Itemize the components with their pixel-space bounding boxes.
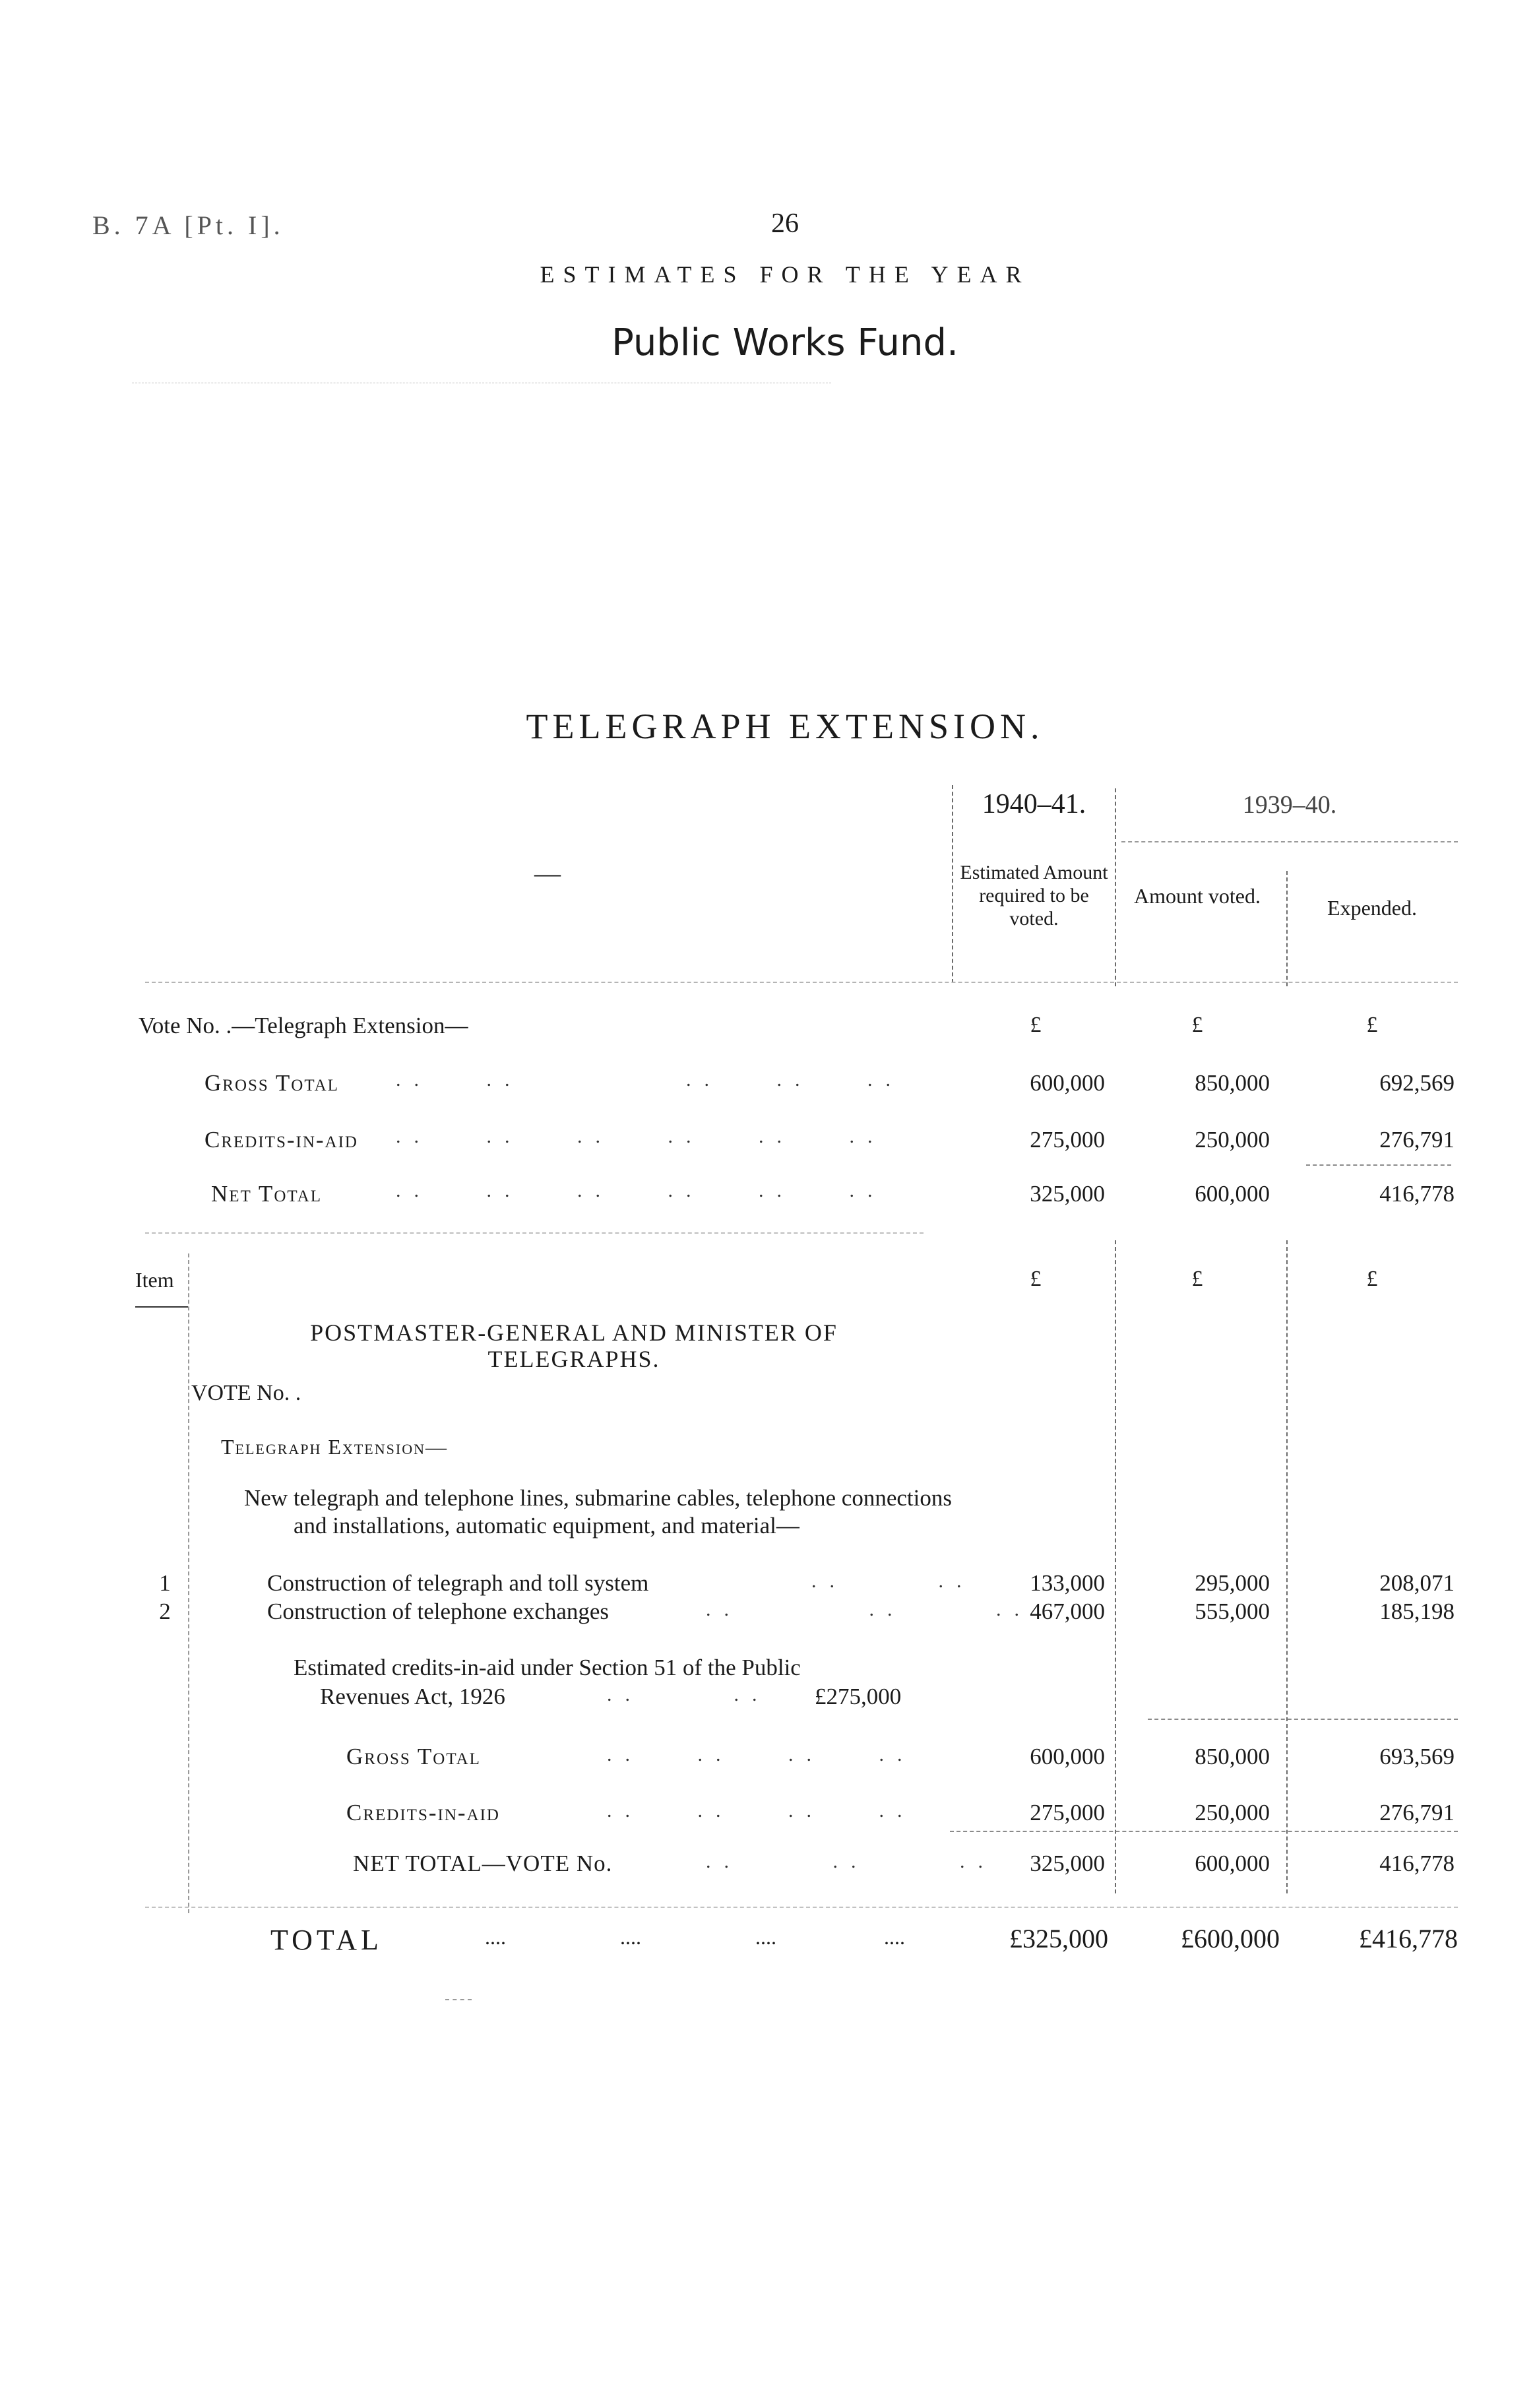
item-label: Construction of telephone exchanges <box>267 1599 610 1624</box>
detail-total-exp: 416,778 <box>1379 1851 1455 1876</box>
estimates-heading: ESTIMATES FOR THE YEAR <box>540 261 1030 288</box>
particulars-dash: — <box>534 858 561 888</box>
leader-dots: .... <box>485 1925 506 1949</box>
summary-est: 325,000 <box>1030 1181 1105 1207</box>
detail-divider-2 <box>1286 1240 1288 1893</box>
detail-total-est: 325,000 <box>1030 1851 1105 1876</box>
leader-dots: .. .. .. .. <box>607 1744 916 1765</box>
grand-total-exp: £416,778 <box>1359 1924 1458 1953</box>
detail-net-rule <box>950 1831 1458 1832</box>
summary-exp: 276,791 <box>1379 1127 1455 1153</box>
item-voted: 555,000 <box>1195 1599 1270 1624</box>
summary-voted: 600,000 <box>1195 1181 1270 1207</box>
department-heading: POSTMASTER-GENERAL AND MINISTER OF TELEGRAPHS. <box>310 1319 838 1372</box>
item-number: 2 <box>159 1599 171 1624</box>
detail-total-exp: 276,791 <box>1379 1800 1455 1825</box>
summary-voted: 250,000 <box>1195 1127 1270 1153</box>
document-reference: B. 7A [Pt. I]. <box>92 210 284 240</box>
item-underline <box>135 1306 188 1308</box>
leader-dots: .. .. .. .. .. .. <box>396 1125 886 1147</box>
summary-rule <box>1306 1164 1451 1166</box>
detail-total-voted: 250,000 <box>1195 1800 1270 1825</box>
year-1940-41: 1940–41. <box>982 789 1086 819</box>
leader-dots: .. .. .. <box>706 1851 996 1872</box>
summary-label: Credits-in-aid <box>204 1127 358 1153</box>
leader-dots: .... <box>620 1925 641 1949</box>
leader-dots: .. .. .. .. .. .. <box>396 1180 886 1201</box>
year-rule <box>1121 841 1458 842</box>
summary-est: 275,000 <box>1030 1127 1105 1153</box>
fund-title: Public Works Fund. <box>611 321 958 364</box>
item-number: 1 <box>159 1570 171 1596</box>
detail-total-exp: 693,569 <box>1379 1744 1455 1769</box>
detail-divider-left <box>188 1253 189 1913</box>
summary-voted: 850,000 <box>1195 1070 1270 1096</box>
summary-exp: 692,569 <box>1379 1070 1455 1096</box>
item-est: 467,000 <box>1030 1599 1105 1624</box>
leader-dots: .. .. <box>811 1570 975 1592</box>
summary-currency-exp: £ <box>1366 1013 1378 1037</box>
grand-total-label: TOTAL <box>270 1924 383 1956</box>
summary-est: 600,000 <box>1030 1070 1105 1096</box>
detail-currency-exp: £ <box>1366 1267 1378 1291</box>
grand-total-top-rule <box>145 1907 1458 1908</box>
item-voted: 295,000 <box>1195 1570 1270 1596</box>
intro-paragraph: New telegraph and telephone lines, submarine cables, telephone connections and installations, automatic equipment, and material— <box>244 1485 952 1538</box>
detail-total-voted: 600,000 <box>1195 1851 1270 1876</box>
vote-number: VOTE No. . <box>191 1381 301 1405</box>
summary-label: Net Total <box>211 1181 322 1207</box>
summary-label: Gross Total <box>204 1070 339 1096</box>
expended-header: Expended. <box>1327 896 1417 920</box>
grand-total-voted: £600,000 <box>1181 1924 1280 1953</box>
detail-sub-rule <box>1148 1719 1458 1720</box>
summary-currency-est: £ <box>1030 1013 1042 1037</box>
col-divider-1 <box>952 785 953 983</box>
leader-dots: .. .. <box>607 1684 770 1705</box>
detail-total-label: Gross Total <box>346 1744 481 1769</box>
leader-dots: .. .. .. .. <box>607 1800 916 1822</box>
grand-total-est: £325,000 <box>1009 1924 1108 1953</box>
detail-total-label: NET TOTAL—VOTE No. <box>353 1851 613 1876</box>
vote-line: Vote No. .—Telegraph Extension— <box>139 1013 468 1038</box>
section-title: TELEGRAPH EXTENSION. <box>526 707 1044 746</box>
detail-total-est: 275,000 <box>1030 1800 1105 1825</box>
detail-total-est: 600,000 <box>1030 1744 1105 1769</box>
page-number: 26 <box>771 208 799 239</box>
detail-currency-voted: £ <box>1191 1267 1203 1291</box>
credits-note-amount: £275,000 <box>815 1684 902 1709</box>
item-est: 133,000 <box>1030 1570 1105 1596</box>
summary-exp: 416,778 <box>1379 1181 1455 1207</box>
detail-divider-1 <box>1115 1240 1116 1893</box>
item-column-label: Item <box>135 1268 174 1292</box>
estimated-amount-header: Estimated Amount required to be voted. <box>960 862 1108 930</box>
detail-currency-est: £ <box>1030 1267 1042 1291</box>
summary-currency-voted: £ <box>1191 1013 1203 1037</box>
item-exp: 208,071 <box>1379 1570 1455 1596</box>
footer-rule <box>445 1999 472 2000</box>
detail-total-label: Credits-in-aid <box>346 1800 500 1825</box>
credits-note-line-2: Revenues Act, 1926 <box>320 1684 505 1709</box>
amount-voted-header: Amount voted. <box>1134 884 1261 908</box>
leader-dots: .... <box>755 1925 776 1949</box>
header-bottom-rule <box>145 982 1458 983</box>
item-exp: 185,198 <box>1379 1599 1455 1624</box>
credits-note-line-1: Estimated credits-in-aid under Section 51 of the Public <box>294 1655 801 1680</box>
year-1939-40: 1939–40. <box>1242 791 1337 819</box>
summary-bottom-rule <box>145 1232 924 1234</box>
leader-dots: .. .. .. <box>706 1599 1032 1620</box>
col-divider-3 <box>1286 871 1288 986</box>
detail-total-voted: 850,000 <box>1195 1744 1270 1769</box>
subhead-telegraph-extension: Telegraph Extension— <box>221 1435 448 1459</box>
leader-dots: .... <box>884 1925 905 1949</box>
item-label: Construction of telegraph and toll system <box>267 1570 649 1596</box>
leader-dots: .. .. .. .. .. <box>396 1069 904 1091</box>
col-divider-2 <box>1115 788 1116 986</box>
